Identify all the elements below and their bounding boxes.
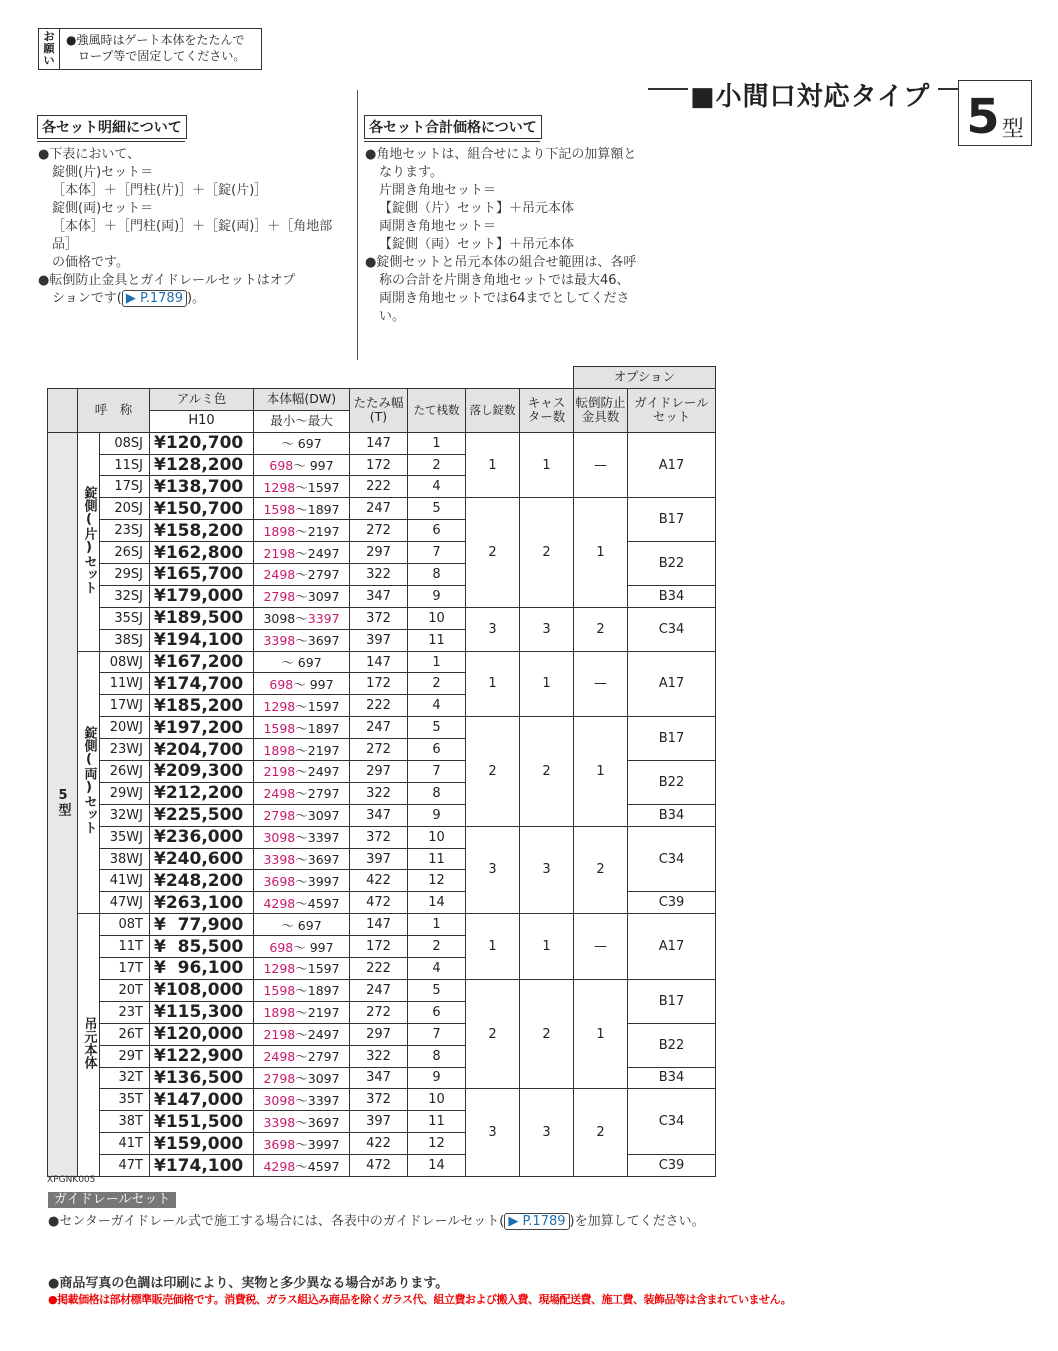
cell-rail: B22 [628, 761, 716, 805]
cell-drop: 2 [466, 979, 520, 1088]
cell-width-range: 4298～4597 [254, 1155, 350, 1177]
cell-code: 20T [100, 979, 150, 1001]
cell-fold: 397 [350, 629, 408, 651]
table-row [48, 979, 716, 1001]
cell-rail: B34 [628, 585, 716, 607]
cell-caster: 1 [520, 432, 574, 498]
para-line: 称の合計を片開き角地セットでは最大46、 [379, 273, 630, 288]
cell-width-range: 2798～3097 [254, 585, 350, 607]
type-label-cell [48, 432, 78, 1176]
cell-rail: B34 [628, 804, 716, 826]
cell-price: ¥212,200 [150, 782, 254, 804]
cell-width-range: 2198～2497 [254, 542, 350, 564]
cell-price: ¥240,600 [150, 848, 254, 870]
type-badge-number: 5 [966, 89, 1000, 145]
header-fold: たたみ幅 (T) [350, 388, 408, 432]
cell-caster: 3 [520, 1089, 574, 1177]
cell-count: 9 [408, 585, 466, 607]
guide-title: ガイドレールセット [48, 1192, 176, 1208]
cell-price: ¥138,700 [150, 476, 254, 498]
cell-price: ¥167,200 [150, 651, 254, 673]
cell-width-range: 3098～3397 [254, 1089, 350, 1111]
cell-antitip: 1 [574, 979, 628, 1088]
type-badge-suffix: 型 [1001, 117, 1024, 142]
para-line: ションです( ▶ P.1789 )。 [52, 291, 206, 306]
cell-width-range: ～ 697 [254, 651, 350, 673]
page-heading: ■小間口対応タイプ [688, 76, 938, 113]
para-line: ●角地セットは、組合せにより下記の加算額と [365, 147, 637, 162]
cell-rail: A17 [628, 651, 716, 717]
cell-rail: C34 [628, 826, 716, 892]
cell-count: 9 [408, 804, 466, 826]
cell-count: 7 [408, 542, 466, 564]
cell-code: 20WJ [100, 717, 150, 739]
cell-fold: 222 [350, 476, 408, 498]
cell-count: 1 [408, 432, 466, 454]
para-line: ●錠側セットと吊元本体の組合せ範囲は、各呼 [365, 255, 637, 270]
cell-code: 11WJ [100, 673, 150, 695]
header-drop: 落し錠数 [466, 388, 520, 432]
cell-code: 47WJ [100, 892, 150, 914]
cell-price: ¥209,300 [150, 761, 254, 783]
cell-price: ¥174,700 [150, 673, 254, 695]
cell-fold: 172 [350, 673, 408, 695]
table-row [48, 914, 716, 936]
cell-fold: 147 [350, 432, 408, 454]
table-row [48, 826, 716, 848]
cell-fold: 422 [350, 1133, 408, 1155]
cell-count: 7 [408, 761, 466, 783]
cell-antitip: — [574, 651, 628, 717]
cell-width-range: 1298～1597 [254, 958, 350, 980]
cell-rail: C39 [628, 1155, 716, 1177]
cell-width-range: 1598～1897 [254, 498, 350, 520]
cell-count: 2 [408, 454, 466, 476]
header-count: たて桟数 [408, 388, 466, 432]
table-row [48, 1089, 716, 1111]
group-label-cell [78, 651, 100, 914]
cell-price: ¥159,000 [150, 1133, 254, 1155]
cell-count: 2 [408, 936, 466, 958]
cell-code: 32SJ [100, 585, 150, 607]
cell-width-range: 3698～3997 [254, 1133, 350, 1155]
cell-width-range: 2498～2797 [254, 1045, 350, 1067]
table-row [48, 432, 716, 454]
cell-code: 08SJ [100, 432, 150, 454]
cell-code: 35SJ [100, 607, 150, 629]
column-divider [357, 90, 358, 360]
cell-width-range: ～ 697 [254, 432, 350, 454]
cell-code: 11T [100, 936, 150, 958]
guide-page-ref[interactable]: ▶ P.1789 [504, 1213, 569, 1230]
cell-fold: 372 [350, 826, 408, 848]
cell-code: 26SJ [100, 542, 150, 564]
cell-count: 11 [408, 629, 466, 651]
cell-price: ¥179,000 [150, 585, 254, 607]
cell-rail: C34 [628, 607, 716, 651]
cell-width-range: 698～ 997 [254, 673, 350, 695]
type-label: 5型 [55, 788, 71, 817]
cell-width-range: 4298～4597 [254, 892, 350, 914]
cell-fold: 397 [350, 848, 408, 870]
cell-price: ¥ 96,100 [150, 958, 254, 980]
para-line: の価格です。 [52, 255, 129, 270]
cell-fold: 147 [350, 914, 408, 936]
cell-price: ¥115,300 [150, 1001, 254, 1023]
cell-caster: 3 [520, 607, 574, 651]
cell-fold: 297 [350, 542, 408, 564]
cell-fold: 297 [350, 761, 408, 783]
cell-count: 2 [408, 673, 466, 695]
group-label: 錠側(片)セット [81, 485, 97, 594]
table-row [48, 651, 716, 673]
cell-price: ¥ 77,900 [150, 914, 254, 936]
cell-drop: 2 [466, 498, 520, 607]
para-line: 錠側(両)セット＝ [52, 201, 154, 216]
header-width: 本体幅(DW) [254, 388, 350, 410]
cell-rail: A17 [628, 914, 716, 980]
cell-rail: B22 [628, 1023, 716, 1067]
notice-tag [39, 29, 60, 69]
header-color: アルミ色 [150, 388, 254, 410]
cell-caster: 1 [520, 651, 574, 717]
cell-fold: 372 [350, 607, 408, 629]
cell-fold: 347 [350, 585, 408, 607]
cell-count: 7 [408, 1023, 466, 1045]
cell-code: 17SJ [100, 476, 150, 498]
footer-warning: ●掲載価格は部材標準販売価格です。消費税、ガラス組込み商品を除くガラス代、組立費および搬入費、現場配送費、施工費、装飾品等は含まれていません。 [48, 1293, 792, 1306]
notice-box [38, 28, 262, 70]
cell-price: ¥204,700 [150, 739, 254, 761]
header-type-blank [48, 388, 78, 432]
cell-fold: 272 [350, 739, 408, 761]
cell-fold: 247 [350, 498, 408, 520]
cell-code: 29WJ [100, 782, 150, 804]
para-line: ●転倒防止金具とガイドレールセットはオプ [38, 273, 296, 288]
cell-count: 8 [408, 782, 466, 804]
para-line: 片開き角地セット＝ [379, 183, 497, 198]
notice-tag-char: い [43, 54, 55, 67]
notice-line: ●強風時はゲート本体をたたんで [66, 33, 245, 47]
group-label: 錠側(両)セット [81, 726, 97, 835]
cell-price: ¥150,700 [150, 498, 254, 520]
cell-count: 10 [408, 1089, 466, 1111]
cell-fold: 172 [350, 454, 408, 476]
cell-price: ¥151,500 [150, 1111, 254, 1133]
cell-drop: 1 [466, 914, 520, 980]
cell-width-range: 3098～3397 [254, 607, 350, 629]
cell-code: 17T [100, 958, 150, 980]
cell-code: 11SJ [100, 454, 150, 476]
cell-price: ¥120,000 [150, 1023, 254, 1045]
cell-count: 12 [408, 870, 466, 892]
cell-price: ¥ 85,500 [150, 936, 254, 958]
cell-price: ¥136,500 [150, 1067, 254, 1089]
footer-note: ●商品写真の色調は印刷により、実物と多少異なる場合があります。 [48, 1276, 449, 1291]
cell-code: 47T [100, 1155, 150, 1177]
cell-caster: 2 [520, 717, 574, 826]
cell-price: ¥189,500 [150, 607, 254, 629]
cell-code: 38SJ [100, 629, 150, 651]
cell-antitip: 1 [574, 498, 628, 607]
cell-fold: 172 [350, 936, 408, 958]
cell-fold: 222 [350, 695, 408, 717]
para-line: い。 [379, 309, 406, 324]
cell-fold: 297 [350, 1023, 408, 1045]
cell-price: ¥128,200 [150, 454, 254, 476]
cell-count: 4 [408, 476, 466, 498]
cell-antitip: — [574, 432, 628, 498]
cell-fold: 472 [350, 1155, 408, 1177]
notice-tag-char: 願 [43, 42, 55, 55]
cell-count: 5 [408, 717, 466, 739]
cell-width-range: 3698～3997 [254, 870, 350, 892]
cell-price: ¥108,000 [150, 979, 254, 1001]
cell-count: 14 [408, 1155, 466, 1177]
header-caster: キャス ター数 [520, 388, 574, 432]
cell-fold: 347 [350, 1067, 408, 1089]
cell-code: 26WJ [100, 761, 150, 783]
table-row [48, 717, 716, 739]
cell-code: 23T [100, 1001, 150, 1023]
header-rail: ガイドレール セット [628, 388, 716, 432]
cell-count: 10 [408, 826, 466, 848]
para-line: 両開き角地セットでは64までとしてくださ [379, 291, 630, 306]
cell-code: 41WJ [100, 870, 150, 892]
header-antitip: 転倒防止 金具数 [574, 388, 628, 432]
cell-width-range: 1898～2197 [254, 739, 350, 761]
group-label-cell [78, 432, 100, 651]
header-spacer [48, 367, 574, 389]
cell-caster: 1 [520, 914, 574, 980]
cell-width-range: 3398～3697 [254, 629, 350, 651]
header-width-sub: 最小～最大 [254, 410, 350, 432]
cell-width-range: 2798～3097 [254, 804, 350, 826]
cell-count: 10 [408, 607, 466, 629]
cell-price: ¥197,200 [150, 717, 254, 739]
cell-antitip: 1 [574, 717, 628, 826]
para-line: 錠側(片)セット＝ [52, 165, 154, 180]
cell-fold: 322 [350, 782, 408, 804]
cell-code: 35WJ [100, 826, 150, 848]
cell-width-range: 1898～2197 [254, 520, 350, 542]
cell-width-range: 1298～1597 [254, 476, 350, 498]
cell-count: 11 [408, 1111, 466, 1133]
para-line: ［本体］＋［門柱(片)］＋［錠(片)］ [52, 183, 268, 198]
cell-fold: 472 [350, 892, 408, 914]
cell-price: ¥194,100 [150, 629, 254, 651]
cell-fold: 347 [350, 804, 408, 826]
cell-code: 17WJ [100, 695, 150, 717]
cell-fold: 272 [350, 1001, 408, 1023]
cell-code: 08T [100, 914, 150, 936]
cell-price: ¥158,200 [150, 520, 254, 542]
cell-code: 38T [100, 1111, 150, 1133]
cell-antitip: 2 [574, 607, 628, 651]
para-line: なります。 [379, 165, 443, 180]
cell-code: 29SJ [100, 564, 150, 586]
cell-width-range: 2498～2797 [254, 564, 350, 586]
cell-caster: 2 [520, 979, 574, 1088]
cell-count: 4 [408, 695, 466, 717]
cell-antitip: 2 [574, 1089, 628, 1177]
group-label-cell [78, 914, 100, 1177]
cell-count: 4 [408, 958, 466, 980]
notice-text [60, 29, 245, 69]
cell-width-range: 1598～1897 [254, 979, 350, 1001]
cell-count: 5 [408, 979, 466, 1001]
cell-code: 23WJ [100, 739, 150, 761]
cell-fold: 247 [350, 979, 408, 1001]
cell-price: ¥236,000 [150, 826, 254, 848]
cell-code: 20SJ [100, 498, 150, 520]
right-section-title: 各セット合計価格について [364, 115, 542, 139]
cell-code: 32WJ [100, 804, 150, 826]
cell-code: 08WJ [100, 651, 150, 673]
group-label: 吊元本体 [81, 1017, 97, 1070]
cell-width-range: ～ 697 [254, 914, 350, 936]
notice-line: ロープ等で固定してください。 [78, 49, 246, 63]
cell-fold: 147 [350, 651, 408, 673]
table-code: XPGNK005 [47, 1175, 96, 1185]
cell-price: ¥122,900 [150, 1045, 254, 1067]
cell-width-range: 2198～2497 [254, 761, 350, 783]
cell-price: ¥120,700 [150, 432, 254, 454]
cell-rail: A17 [628, 432, 716, 498]
cell-count: 9 [408, 1067, 466, 1089]
cell-width-range: 698～ 997 [254, 454, 350, 476]
cell-drop: 3 [466, 607, 520, 651]
cell-code: 38WJ [100, 848, 150, 870]
cell-fold: 222 [350, 958, 408, 980]
cell-fold: 247 [350, 717, 408, 739]
left-section-body [38, 146, 348, 308]
cell-width-range: 1298～1597 [254, 695, 350, 717]
cell-count: 6 [408, 520, 466, 542]
cell-width-range: 2198～2497 [254, 1023, 350, 1045]
cell-drop: 2 [466, 717, 520, 826]
cell-price: ¥225,500 [150, 804, 254, 826]
cell-count: 8 [408, 1045, 466, 1067]
notice-tag-char: お [43, 30, 55, 43]
para-line: 【錠側（両）セット】＋吊元本体 [379, 237, 575, 252]
cell-drop: 3 [466, 826, 520, 914]
cell-price: ¥185,200 [150, 695, 254, 717]
para-line: ［本体］＋［門柱(両)］＋［錠(両)］＋［角地部品］ [52, 219, 333, 252]
cell-antitip: 2 [574, 826, 628, 914]
cell-drop: 1 [466, 432, 520, 498]
type-badge [958, 80, 1032, 146]
cell-width-range: 1898～2197 [254, 1001, 350, 1023]
cell-price: ¥263,100 [150, 892, 254, 914]
cell-width-range: 3398～3697 [254, 848, 350, 870]
table-row [48, 498, 716, 520]
header-name: 呼 称 [78, 388, 150, 432]
cell-fold: 397 [350, 1111, 408, 1133]
cell-fold: 322 [350, 564, 408, 586]
cell-count: 8 [408, 564, 466, 586]
cell-width-range: 2798～3097 [254, 1067, 350, 1089]
cell-code: 32T [100, 1067, 150, 1089]
cell-drop: 1 [466, 651, 520, 717]
cell-count: 12 [408, 1133, 466, 1155]
table-row [48, 607, 716, 629]
guide-text: ●センターガイドレール式で施工する場合には、各表中のガイドレールセット( ▶ P.1789 )を加算してください。 [48, 1214, 705, 1229]
cell-price: ¥165,700 [150, 564, 254, 586]
cell-drop: 3 [466, 1089, 520, 1177]
cell-fold: 422 [350, 870, 408, 892]
cell-code: 23SJ [100, 520, 150, 542]
cell-width-range: 2498～2797 [254, 782, 350, 804]
cell-count: 1 [408, 914, 466, 936]
para-line: ●下表において、 [38, 147, 141, 162]
cell-code: 41T [100, 1133, 150, 1155]
cell-width-range: 1598～1897 [254, 717, 350, 739]
cell-price: ¥162,800 [150, 542, 254, 564]
cell-price: ¥147,000 [150, 1089, 254, 1111]
cell-rail: B22 [628, 542, 716, 586]
cell-rail: C34 [628, 1089, 716, 1155]
cell-code: 29T [100, 1045, 150, 1067]
right-section-body [365, 146, 695, 326]
cell-price: ¥174,100 [150, 1155, 254, 1177]
page-ref-link[interactable]: ▶ P.1789 [122, 290, 187, 307]
cell-code: 26T [100, 1023, 150, 1045]
cell-antitip: — [574, 914, 628, 980]
para-line: 両開き角地セット＝ [379, 219, 497, 234]
para-line: 【錠側（片）セット】＋吊元本体 [379, 201, 575, 216]
cell-width-range: 3098～3397 [254, 826, 350, 848]
cell-width-range: 3398～3697 [254, 1111, 350, 1133]
header-option: オプション [574, 367, 716, 389]
cell-rail: B17 [628, 979, 716, 1023]
cell-count: 5 [408, 498, 466, 520]
price-table [47, 366, 716, 1177]
cell-width-range: 698～ 997 [254, 936, 350, 958]
cell-code: 35T [100, 1089, 150, 1111]
cell-rail: B17 [628, 717, 716, 761]
cell-rail: B17 [628, 498, 716, 542]
cell-price: ¥248,200 [150, 870, 254, 892]
cell-rail: B34 [628, 1067, 716, 1089]
cell-caster: 3 [520, 826, 574, 914]
header-color-sub: H10 [150, 410, 254, 432]
cell-count: 11 [408, 848, 466, 870]
cell-fold: 322 [350, 1045, 408, 1067]
cell-fold: 372 [350, 1089, 408, 1111]
left-section-title: 各セット明細について [37, 115, 187, 139]
cell-fold: 272 [350, 520, 408, 542]
cell-count: 14 [408, 892, 466, 914]
cell-count: 6 [408, 1001, 466, 1023]
cell-count: 6 [408, 739, 466, 761]
cell-rail: C39 [628, 892, 716, 914]
cell-caster: 2 [520, 498, 574, 607]
cell-count: 1 [408, 651, 466, 673]
